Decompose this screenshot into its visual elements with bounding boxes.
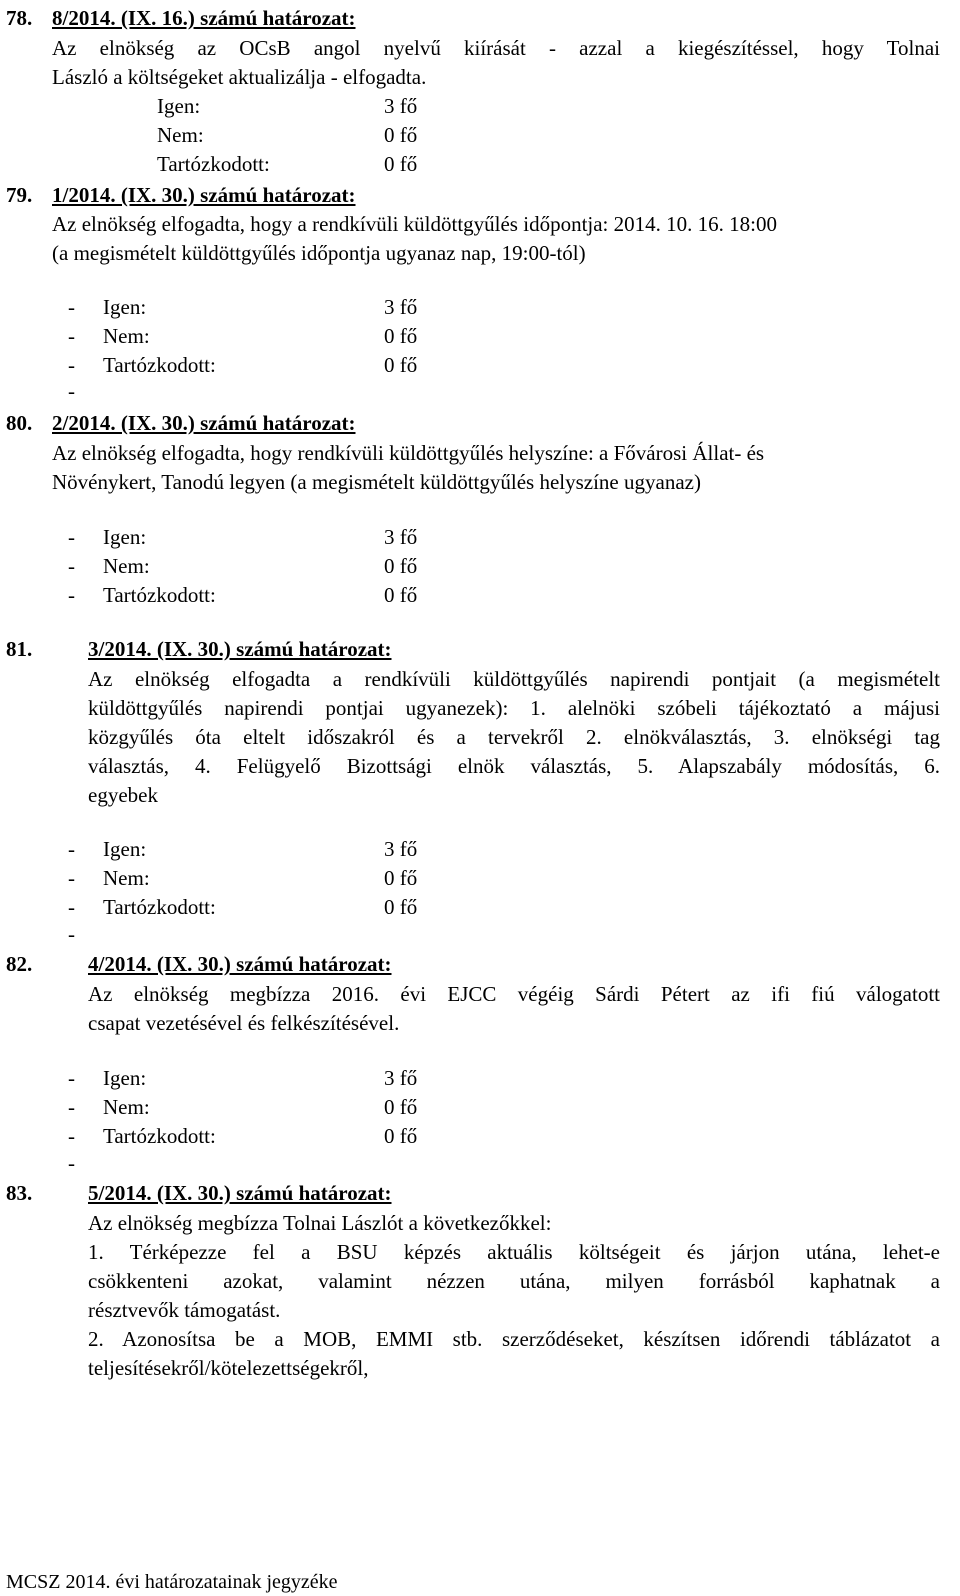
vote-label: Nem: (103, 324, 150, 348)
vote-label: Tartózkodott: (103, 1124, 216, 1148)
page-footer: MCSZ 2014. évi határozatainak jegyzéke (6, 1571, 338, 1593)
resolution-title: 1/2014. (IX. 30.) számú határozat: (52, 183, 356, 207)
item-number: 78. (6, 6, 33, 30)
list-dash: - (68, 295, 75, 319)
resolution-text-line: választás, 4. Felügyelő Bizottsági elnök választás, 5. Alapszabály módosítás, 6. (88, 754, 940, 778)
resolution-text-line: csapat vezetésével és felkészítésével. (88, 1011, 400, 1035)
list-dash: - (68, 895, 75, 919)
vote-label: Igen: (103, 525, 147, 549)
vote-value: 0 fő (384, 1124, 418, 1148)
resolution-text-line: 1. Térképezze fel a BSU képzés aktuális költségeit és járjon utána, lehet-e (88, 1240, 940, 1264)
vote-value: 0 fő (384, 895, 418, 919)
item-number: 83. (6, 1181, 33, 1205)
resolution-text-line: Az elnökség megbízza Tolnai Lászlót a következőkkel: (88, 1211, 552, 1235)
resolution-text-line: Az elnökség az OCsB angol nyelvű kiírását - azzal a kiegészítéssel, hogy Tolnai (52, 36, 940, 60)
item-number: 79. (6, 183, 33, 207)
resolution-title: 5/2014. (IX. 30.) számú határozat: (88, 1181, 392, 1205)
resolution-text-line: (a megismételt küldöttgyűlés időpontja ugyanaz nap, 19:00-tól) (52, 241, 586, 265)
vote-value: 0 fő (384, 1095, 418, 1119)
vote-value: 0 fő (384, 583, 418, 607)
list-dash: - (68, 379, 75, 403)
vote-value: 0 fő (384, 353, 418, 377)
list-dash: - (68, 525, 75, 549)
vote-value: 0 fő (384, 152, 418, 176)
resolution-text-line: 2. Azonosítsa be a MOB, EMMI stb. szerződéseket, készítsen időrendi táblázatot a (88, 1327, 940, 1351)
list-dash: - (68, 583, 75, 607)
resolution-text-line: Az elnökség elfogadta a rendkívüli küldöttgyűlés napirendi pontjait (a megismételt (88, 667, 940, 691)
list-dash: - (68, 1151, 75, 1175)
list-dash: - (68, 866, 75, 890)
vote-value: 0 fő (384, 123, 418, 147)
vote-value: 3 fő (384, 1066, 418, 1090)
vote-value: 3 fő (384, 94, 418, 118)
list-dash: - (68, 1095, 75, 1119)
resolution-title: 4/2014. (IX. 30.) számú határozat: (88, 952, 392, 976)
resolution-text-line: László a költségeket aktualizálja - elfogadta. (52, 65, 427, 89)
item-number: 80. (6, 411, 33, 435)
vote-label: Nem: (103, 554, 150, 578)
vote-label: Tartózkodott: (103, 583, 216, 607)
list-dash: - (68, 922, 75, 946)
vote-value: 0 fő (384, 866, 418, 890)
vote-label: Tartózkodott: (157, 152, 270, 176)
vote-value: 3 fő (384, 525, 418, 549)
vote-label: Nem: (157, 123, 204, 147)
list-dash: - (68, 1066, 75, 1090)
resolution-text-line: Az elnökség elfogadta, hogy rendkívüli küldöttgyűlés helyszíne: a Fővárosi Állat- és (52, 441, 765, 465)
list-dash: - (68, 554, 75, 578)
list-dash: - (68, 837, 75, 861)
vote-label: Igen: (103, 295, 147, 319)
resolution-text-line: Növénykert, Tanodú legyen (a megismételt küldöttgyűlés helyszíne ugyanaz) (52, 470, 701, 494)
resolution-text-line: Az elnökség megbízza 2016. évi EJCC végéig Sárdi Pétert az ifi fiú válogatott (88, 982, 940, 1006)
vote-value: 3 fő (384, 295, 418, 319)
resolution-title: 2/2014. (IX. 30.) számú határozat: (52, 411, 356, 435)
resolution-text-line: közgyűlés óta eltelt időszakról és a tervekről 2. elnökválasztás, 3. elnökségi tag (88, 725, 940, 749)
vote-label: Tartózkodott: (103, 353, 216, 377)
vote-value: 0 fő (384, 554, 418, 578)
resolution-text-line: résztvevők támogatást. (88, 1298, 281, 1322)
list-dash: - (68, 1124, 75, 1148)
vote-label: Tartózkodott: (103, 895, 216, 919)
list-dash: - (68, 324, 75, 348)
resolution-text-line: teljesítésekről/kötelezettségekről, (88, 1356, 369, 1380)
vote-label: Nem: (103, 866, 150, 890)
item-number: 81. (6, 637, 33, 661)
resolution-text-line: csökkenteni azokat, valamint nézzen utána, milyen forrásból kaphatnak a (88, 1269, 940, 1293)
vote-value: 0 fő (384, 324, 418, 348)
vote-label: Igen: (103, 837, 147, 861)
vote-label: Igen: (157, 94, 201, 118)
resolution-title: 8/2014. (IX. 16.) számú határozat: (52, 6, 356, 30)
resolution-text-line: küldöttgyűlés napirendi pontjai ugyanezek): 1. alelnöki szóbeli tájékoztató a májusi (88, 696, 940, 720)
vote-label: Igen: (103, 1066, 147, 1090)
vote-label: Nem: (103, 1095, 150, 1119)
resolution-title: 3/2014. (IX. 30.) számú határozat: (88, 637, 392, 661)
list-dash: - (68, 353, 75, 377)
resolution-text-line: Az elnökség elfogadta, hogy a rendkívüli küldöttgyűlés időpontja: 2014. 10. 16. 18:00 (52, 212, 777, 236)
resolution-text-line: egyebek (88, 783, 158, 807)
item-number: 82. (6, 952, 33, 976)
vote-value: 3 fő (384, 837, 418, 861)
